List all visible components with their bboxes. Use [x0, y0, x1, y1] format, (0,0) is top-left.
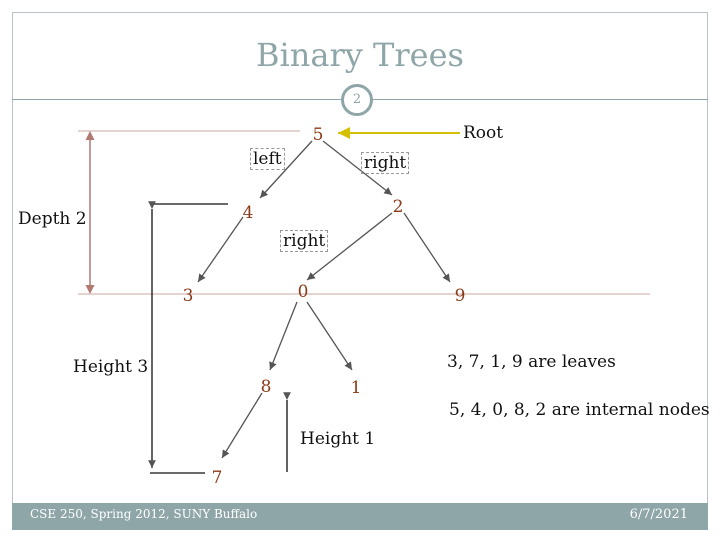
edge-label-left: left [250, 148, 285, 170]
edge-label-right-mid: right [280, 230, 328, 252]
height3-label: Height 3 [73, 357, 149, 377]
edge-8-7 [222, 393, 262, 458]
node-5: 5 [312, 125, 324, 145]
root-label: Root [463, 123, 504, 143]
slide-title: Binary Trees [256, 36, 464, 74]
footer-course: CSE 250, Spring 2012, SUNY Buffalo [30, 507, 258, 521]
edge-label-right-top: right [361, 152, 409, 174]
node-3: 3 [182, 286, 194, 306]
edge-0-1 [307, 302, 352, 370]
footer-date: 6/7/2021 [629, 507, 688, 522]
edge-0-8 [270, 302, 297, 370]
slide-number-badge: 2 [341, 84, 373, 116]
node-9: 9 [454, 286, 466, 306]
height1-label: Height 1 [300, 429, 376, 449]
node-1: 1 [350, 378, 362, 398]
node-0: 0 [297, 282, 309, 302]
node-8: 8 [260, 377, 272, 397]
internal-nodes-note: 5, 4, 0, 8, 2 are internal nodes [449, 400, 710, 420]
node-4: 4 [242, 203, 254, 223]
depth-label: Depth 2 [18, 209, 87, 229]
edge-4-3 [198, 217, 243, 282]
edge-2-9 [404, 213, 450, 282]
leaves-note: 3, 7, 1, 9 are leaves [447, 352, 616, 372]
node-2: 2 [392, 197, 404, 217]
node-7: 7 [211, 468, 223, 488]
